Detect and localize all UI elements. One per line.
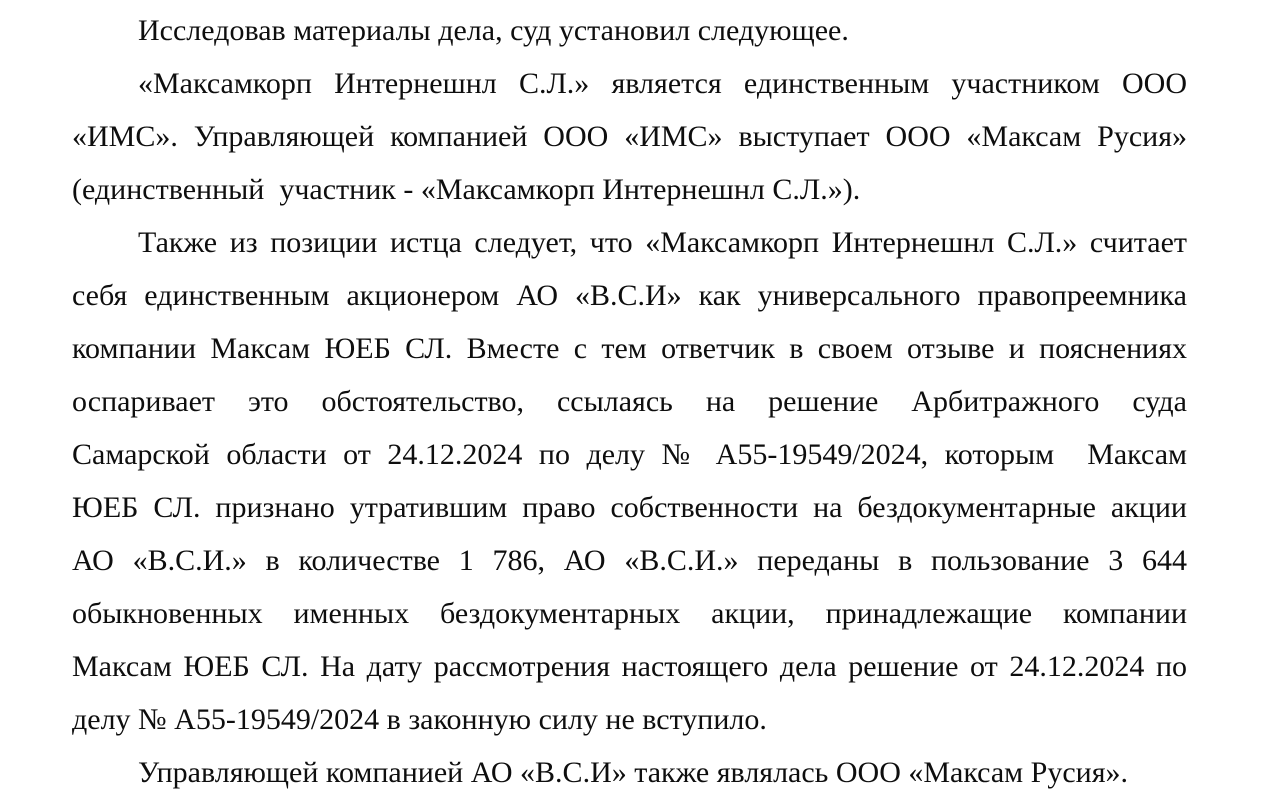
paragraph bbox=[72, 746, 1187, 799]
text-line: компании Максам ЮЕБ СЛ. Вместе с тем ответчик в своем отзыве и пояснениях bbox=[72, 332, 1187, 365]
text-line: «Максамкорп Интернешнл С.Л.» является единственным участником ООО bbox=[138, 67, 1187, 100]
text-line: ЮЕБ СЛ. признано утратившим право собственности на бездокументарные акции bbox=[72, 491, 1187, 524]
paragraph bbox=[72, 216, 1187, 746]
text-line: Самарской области от 24.12.2024 по делу № А55-19549/2024, которым Максам bbox=[72, 438, 1187, 471]
text-line: оспаривает это обстоятельство, ссылаясь на решение Арбитражного суда bbox=[72, 385, 1187, 418]
text-line: АО «В.С.И.» в количестве 1 786, АО «В.С.И.» переданы в пользование 3 644 bbox=[72, 544, 1187, 577]
text-line: Управляющей компанией АО «В.С.И» также являлась ООО «Максам Русия». bbox=[138, 756, 1129, 789]
text-line: делу № А55-19549/2024 в законную силу не вступило. bbox=[72, 703, 767, 736]
text-line: обыкновенных именных бездокументарных акции, принадлежащие компании bbox=[72, 597, 1187, 630]
paragraph bbox=[72, 4, 1187, 57]
text-line: «ИМС». Управляющей компанией ООО «ИМС» выступает ООО «Максам Русия» bbox=[72, 120, 1187, 153]
text-line: Максам ЮЕБ СЛ. На дату рассмотрения настоящего дела решение от 24.12.2024 по bbox=[72, 650, 1187, 683]
text-line: себя единственным акционером АО «В.С.И» как универсального правопреемника bbox=[72, 279, 1187, 312]
paragraph bbox=[72, 57, 1187, 216]
text-line: (единственный участник - «Максамкорп Интернешнл С.Л.»). bbox=[72, 173, 861, 206]
text-line: Также из позиции истца следует, что «Максамкорп Интернешнл С.Л.» считает bbox=[138, 226, 1187, 259]
text-line: Исследовав материалы дела, суд установил следующее. bbox=[138, 14, 849, 47]
document-page bbox=[72, 4, 1187, 799]
